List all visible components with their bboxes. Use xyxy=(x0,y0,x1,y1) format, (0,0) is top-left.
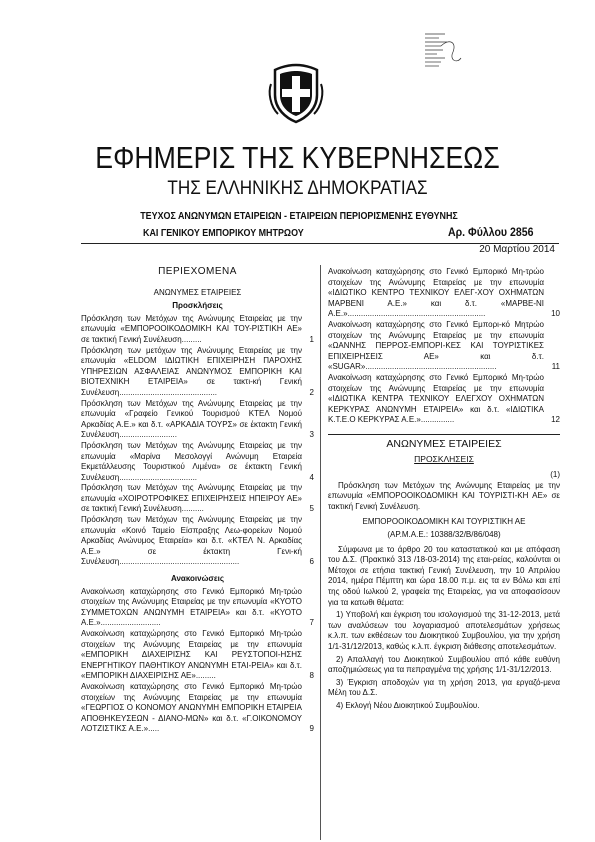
digital-signature-stamp-icon xyxy=(423,28,463,76)
entry-text: Ανακοίνωση καταχώρησης στο Γενικό Εμπορικό Μη-τρώο στοιχείων της Ανώνυμης Εταιρείας με την επωνυμία «ΙΔΙΩΤΙΚΑ ΚΕΝΤΡΑ ΤΕΧΝΙΚΟΥ ΕΛΕΓΧΟΥ ΟΧΗΜΑΤΩΝ ΚΕΡΚΥΡΑΣ ΑΝΩΝΥΜΗ ΕΤΑΙΡΕΙΑ» και δ.τ. «ΙΔΙΩΤΙΚΑ Κ.Τ.Ε.Ο ΚΕΡΚΥΡΑΣ Α.Ε.»............... xyxy=(328,372,544,425)
gazette-subtitle: ΤΗΣ ΕΛΛΗΝΙΚΗΣ ΔΗΜΟΚΡΑΤΙΑΣ xyxy=(167,178,428,199)
contents-entry xyxy=(81,346,314,399)
entry-page-number: 9 xyxy=(309,724,314,734)
contents-entry xyxy=(328,373,560,426)
announcements-heading: Ανακοινώσεις xyxy=(170,574,224,584)
notice-intro: Πρόσκληση των Μετόχων της Ανώνυμης Εταιρείας με την επωνυμία «ΕΜΠΟΡΟΟΙΚΟΔΟΜΙΚΗ ΚΑΙ ΤΟΥΡΙΣΤΙ-ΚΗ ΑΕ» σε τακτική Γενική Συνέλευση. xyxy=(328,480,560,511)
gazette-title: ΕΦΗΜΕΡΙΣ ΤΗΣ ΚΥΒΕΡΝΗΣΕΩΣ xyxy=(95,140,500,175)
contents-column xyxy=(81,265,314,735)
contents-entry xyxy=(81,399,314,441)
body-subheading: ΠΡΟΣΚΛΗΣΕΙΣ xyxy=(414,453,474,464)
greek-coat-of-arms-emblem xyxy=(266,62,326,129)
issue-line-2: ΚΑΙ ΓΕΝΙΚΟΥ ΕΜΠΟΡΙΚΟΥ ΜΗΤΡΩΟΥ xyxy=(143,227,304,239)
right-column xyxy=(328,267,560,714)
agenda-items xyxy=(328,610,560,711)
entry-page-number: 4 xyxy=(309,472,314,482)
invitations-heading: Προσκλήσεις xyxy=(172,301,223,311)
sheet-number: Αρ. Φύλλου 2856 xyxy=(448,225,534,239)
entry-page-number: 10 xyxy=(551,309,560,319)
column-divider xyxy=(320,265,321,840)
entry-page-number: 2 xyxy=(309,387,314,397)
entry-page-number: 7 xyxy=(309,618,314,628)
entry-text: Ανακοίνωση καταχώρησης στο Γενικό Εμπορικό Μη-τρώο στοιχείων της Ανώνυμης Εταιρείας με την επωνυμία «ΓΕΩΡΓΙΟΣ Ο ΚΟΝΟΜΟΥ ΑΝΩΝΥΜΗ ΕΜΠΟΡΙΚΗ ΕΤΑΙΡΕΙΑ ΑΠΟΘΗΚΕΥΣΕΩΝ - ΔΙΑΝΟ-ΜΩΝ» και δ.τ. «Γ.ΟΙΚΟΝΟΜΟΥ ΛΟΤΖΙΣΤΙΚΣ Α.Ε.»..... xyxy=(81,681,302,734)
contents-entry xyxy=(81,314,314,346)
contents-entry xyxy=(81,441,314,483)
entry-page-number: 12 xyxy=(551,415,560,425)
invitations-list xyxy=(81,314,314,568)
contents-entry xyxy=(81,587,314,629)
contents-entry xyxy=(81,629,314,682)
agenda-item: 4) Εκλογή Νέου Διοικητικού Συμβουλίου. xyxy=(336,700,480,710)
entry-page-number: 3 xyxy=(309,430,314,440)
entry-text: Πρόσκληση των μετόχων της Ανώνυμης Εταιρείας με την επωνυμία «ELDOM ΙΔΙΩΤΙΚΗ ΕΠΙΧΕΙΡΗΣΗ ΠΑΡΟΧΗΣ ΥΠΗΡΕΣΙΩΝ ΑΣΦΑΛΕΙΑΣ ΑΝΩΝΥΜΟΣ ΕΜΠΟΡΙΚΗ ΚΑΙ ΒΙΟΤΕΧΝΙΚΗ ΕΤΑΙΡΕΙΑ» σε τακτι-κή Γενική Συνέλευση............................................ xyxy=(81,345,302,397)
contents-end-rule xyxy=(328,434,560,435)
entry-text: Πρόσκληση των Μετόχων της Ανώνυμης Εταιρείας με την επωνυμία «Κοινό Ταμείο Είσπραξης Λεω-φορείων Νομού Αρκαδίας Ανώνυμος Εταιρεία» και δ.τ. «ΚΤΕΛ Ν. Αρκαδίας Α.Ε.» σε έκτακτη Γενι-κή Συνέλευση...................................................... xyxy=(81,515,302,567)
notice-number: (1) xyxy=(550,470,560,480)
entry-text: Ανακοίνωση καταχώρησης στο Γενικό Εμπορι-κό Μητρώο στοιχείων της Ανώνυμης Εταιρείας με την επωνυμία «ΩΑΝΝΗΣ ΠΕΡΡΟΣ-ΕΜΠΟΡΙ-ΚΕΣ ΚΑΙ ΤΟΥΡΙΣΤΙΚΕΣ ΕΠΙΧΕΙΡΗΣΕΙΣ ΑΕ» και δ.τ. «SUGAR»........................................................... xyxy=(328,319,544,372)
company-name: ΕΜΠΟΡΟΟΙΚΟΔΟΜΙΚΗ ΚΑΙ ΤΟΥΡΙΣΤΙΚΗ ΑΕ xyxy=(362,517,526,527)
contents-entry xyxy=(328,267,560,320)
contents-entry xyxy=(81,483,314,515)
notice-paragraph: Σύμφωνα με το άρθρο 20 του καταστατικού και με απόφαση του Δ.Σ. (Πρακτικό 313 /18-03-2014) της εται-ρείας, καλούνται οι Μέτοχοι σε ετήσια τακτική Γενική Συνέλευση, την 10 Απριλίου 2014, ημέρα Πέμπτη και ώρα 18.00 π.μ. εις τα εν Βόλω και επί της οδού Ιωλκού 2, γραφεία της Εταιρείας, για να αποφασίσουν για τα κατωθι θέματα: xyxy=(328,544,560,607)
entry-text: Πρόσκληση των Μετόχων της Ανώνυμης Εταιρείας με την επωνυμία «Μαρίνα Μεσολογγί Ανώνυμη Εταιρεία Εκμετάλλευσης Τουριστικού Λιμένα» σε έκτακτη Γενική Συνέλευση................................... xyxy=(81,440,302,482)
entry-text: Πρόσκληση των Μετόχων της Ανώνυμης Εταιρείας με την επωνυμία «ΧΟΙΡΟΤΡΟΦΙΚΕΣ ΕΠΙΧΕΙΡΗΣΕΙΣ ΗΠΕΙΡΟΥ ΑΕ» σε τακτική Γενική Συνέλευση.......... xyxy=(81,483,302,514)
contents-section: ΑΝΩΝΥΜΕΣ ΕΤΑΙΡΕΙΕΣ xyxy=(153,287,242,297)
entry-page-number: 6 xyxy=(309,557,314,567)
issue-date: 20 Μαρτίου 2014 xyxy=(479,244,555,255)
company-registration: (ΑΡ.Μ.Α.Ε.: 10388/32/Β/86/048) xyxy=(387,530,501,540)
agenda-item: 3) Έγκριση αποδοχών για τη χρήση 2013, για εργαζό-μενα Μέλη του Δ.Σ. xyxy=(328,677,560,698)
contents-heading: ΠΕΡΙΕΧΟΜΕΝΑ xyxy=(158,266,237,277)
contents-entry xyxy=(81,515,314,568)
entry-page-number: 11 xyxy=(551,362,560,372)
entry-page-number: 1 xyxy=(309,334,314,344)
agenda-item: 2) Απαλλαγή του Διοικητικού Συμβουλίου από κάθε ευθύνη αποζημιώσεως για τα πεπραγμένα της χρήσης 1/1-31/12/2013. xyxy=(328,654,560,675)
body-section-heading: ΑΝΩΝΥΜΕΣ ΕΤΑΙΡΕΙΕΣ xyxy=(386,437,502,450)
contents-continued-list xyxy=(328,267,560,426)
entry-text: Ανακοίνωση καταχώρησης στο Γενικό Εμπορικό Μη-τρώο στοιχείων της Ανώνυμης Εταιρείας με την επωνυμία «ΚΥΟΤΟ ΣΥΜΜΕΤΟΧΩΝ ΑΝΩΝΥΜΗ ΕΤΑΙΡΕΙΑ» και δ.τ. «ΚΥΟΤΟ Α.Ε.»........................... xyxy=(81,586,302,628)
entry-text: Ανακοίνωση καταχώρησης στο Γενικό Εμπορικό Μη-τρώο στοιχείων της Ανώνυμης Εταιρείας με την επωνυμία «ΙΔΙΩΤΙΚΟ ΚΕΝΤΡΟ ΤΕΧΝΙΚΟΥ ΕΛΕΓ-ΧΟΥ ΟΧΗΜΑΤΩΝ ΜΑΡΒΕΝΙ Α.Ε.» και δ.τ. «ΜΑΡΒΕ-ΝΙ Α.Ε.».............................................................. xyxy=(328,267,544,319)
entry-text: Πρόσκληση των Μετόχων της Ανώνυμης Εταιρείας με την επωνυμία «Γραφείο Γενικού Τουρισμού ΚΤΕΛ Νομού Αρκαδίας Α.Ε.» και δ.τ. «ΑΡΚΑΔΙΑ ΤΟΥΡΣ» σε έκτακτη Γενική Συνέλευση.......................... xyxy=(81,398,302,440)
agenda-item: 1) Υποβολή και έγκριση του ισολογισμού της 31-12-2013, μετά των αναλύσεων του λογαριασμού αποτελεσμάτων χρήσεως κ.λ.π. των εκθέσεων του Διοικητικού Συμβουλίου, για την χρήση 1/1-31/12/2013, καθώς κ.λ.π. έγκριση διάθεσης αποτελεσμάτων. xyxy=(328,610,560,651)
announcements-list xyxy=(81,587,314,735)
contents-entry xyxy=(81,682,314,735)
contents-entry xyxy=(328,320,560,373)
entry-text: Ανακοίνωση καταχώρησης στο Γενικό Εμπορικό Μη-τρώο στοιχείων της Ανώνυμης Εταιρείας με την επωνυμία «ΕΜΠΟΡΙΚΗ ΔΙΑΧΕΙΡΙΣΗΣ ΚΑΙ ΡΕΥΣΤΟΠΟΙ-ΗΣΗΣ ΕΝΕΡΓΗΤΙΚΟΥ ΠΑΘΗΤΙΚΟΥ ΑΝΩΝΥΜΗ ΕΤΑΙ-ΡΕΙΑ» και δ.τ. «ΕΜΠΟΡΙΚΗ ΔΙΑΧΕΙΡΙΣΗΣ ΑΕ»......... xyxy=(81,629,302,681)
entry-page-number: 8 xyxy=(309,671,314,681)
issue-line-1: ΤΕΥΧΟΣ ΑΝΩΝΥΜΩΝ ΕΤΑΙΡΕΙΩΝ - ΕΤΑΙΡΕΙΩΝ ΠΕΡΙΟΡΙΣΜΕΝΗΣ ΕΥΘΥΝΗΣ xyxy=(140,210,458,222)
entry-text: Πρόσκληση των Μετόχων της Ανώνυμης Εταιρείας με την επωνυμία «ΕΜΠΟΡΟΟΙΚΟΔΟΜΙΚΗ ΚΑΙ ΤΟΥ-ΡΙΣΤΙΚΗ ΑΕ» σε τακτική Γενική Συνέλευση......... xyxy=(81,313,302,344)
entry-page-number: 5 xyxy=(309,504,314,514)
